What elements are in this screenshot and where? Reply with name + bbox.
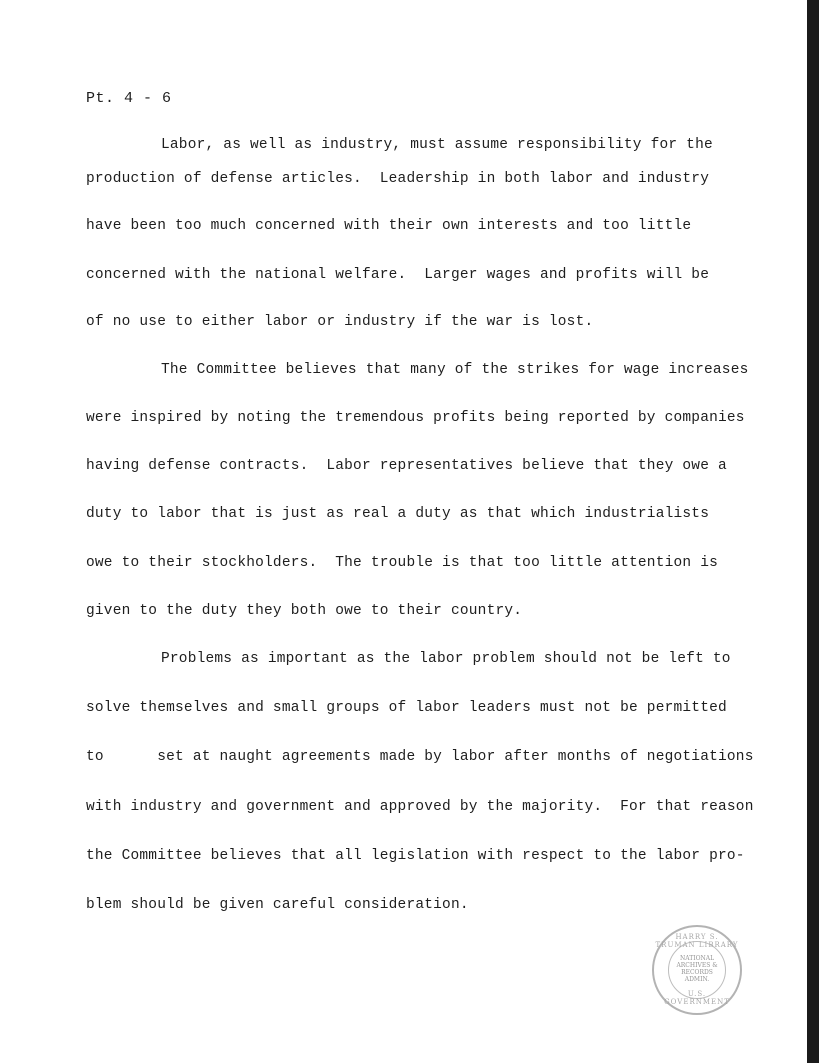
paragraph-1-line-3: have been too much concerned with their own interests and too little [86,218,692,234]
paragraph-3-line-3: to set at naught agreements made by labor after months of negotiations [86,749,754,765]
seal-center-line-4: ADMIN. [684,975,710,983]
paragraph-2-line-6: given to the duty they both owe to their country. [86,603,523,619]
seal-center-line-3: RECORDS [681,969,713,976]
paragraph-1-line-1: Labor, as well as industry, must assume responsibility for the [161,137,713,153]
scanner-page-edge [807,0,819,1063]
paragraph-3-line-1: Problems as important as the labor problem should not be left to [161,651,731,667]
paragraph-2-line-1: The Committee believes that many of the strikes for wage increases [161,362,749,378]
seal-center-line-1: NATIONAL [679,955,715,963]
paragraph-2-line-5: owe to their stockholders. The trouble is that too little attention is [86,555,719,571]
paragraph-3-line-5: the Committee believes that all legislation with respect to the labor pro- [86,848,745,864]
archive-seal-stamp [652,925,742,1015]
seal-center-line-2: ARCHIVES & [676,962,718,970]
paragraph-3-line-6: blem should be given careful consideration. [86,897,469,913]
seal-ring-top-text: HARRY S. TRUMAN LIBRARY [655,933,739,949]
paragraph-1-line-5: of no use to either labor or industry if the war is lost. [86,314,594,330]
paragraph-1-line-2: production of defense articles. Leadership in both labor and industry [86,171,710,187]
page-number-header: Pt. 4 - 6 [86,90,172,107]
paragraph-1-line-4: concerned with the national welfare. Larger wages and profits will be [86,267,710,283]
paragraph-2-line-2: were inspired by noting the tremendous profits being reported by companies [86,410,745,426]
paragraph-3-line-4: with industry and government and approved by the majority. For that reason [86,799,754,815]
paragraph-2-line-4: duty to labor that is just as real a duty as that which industrialists [86,506,710,522]
paragraph-2-line-3: having defense contracts. Labor representatives believe that they owe a [86,458,727,474]
paragraph-3-line-2: solve themselves and small groups of labor leaders must not be permitted [86,700,727,716]
seal-ring-bottom-text: U.S. GOVERNMENT [664,990,730,1006]
